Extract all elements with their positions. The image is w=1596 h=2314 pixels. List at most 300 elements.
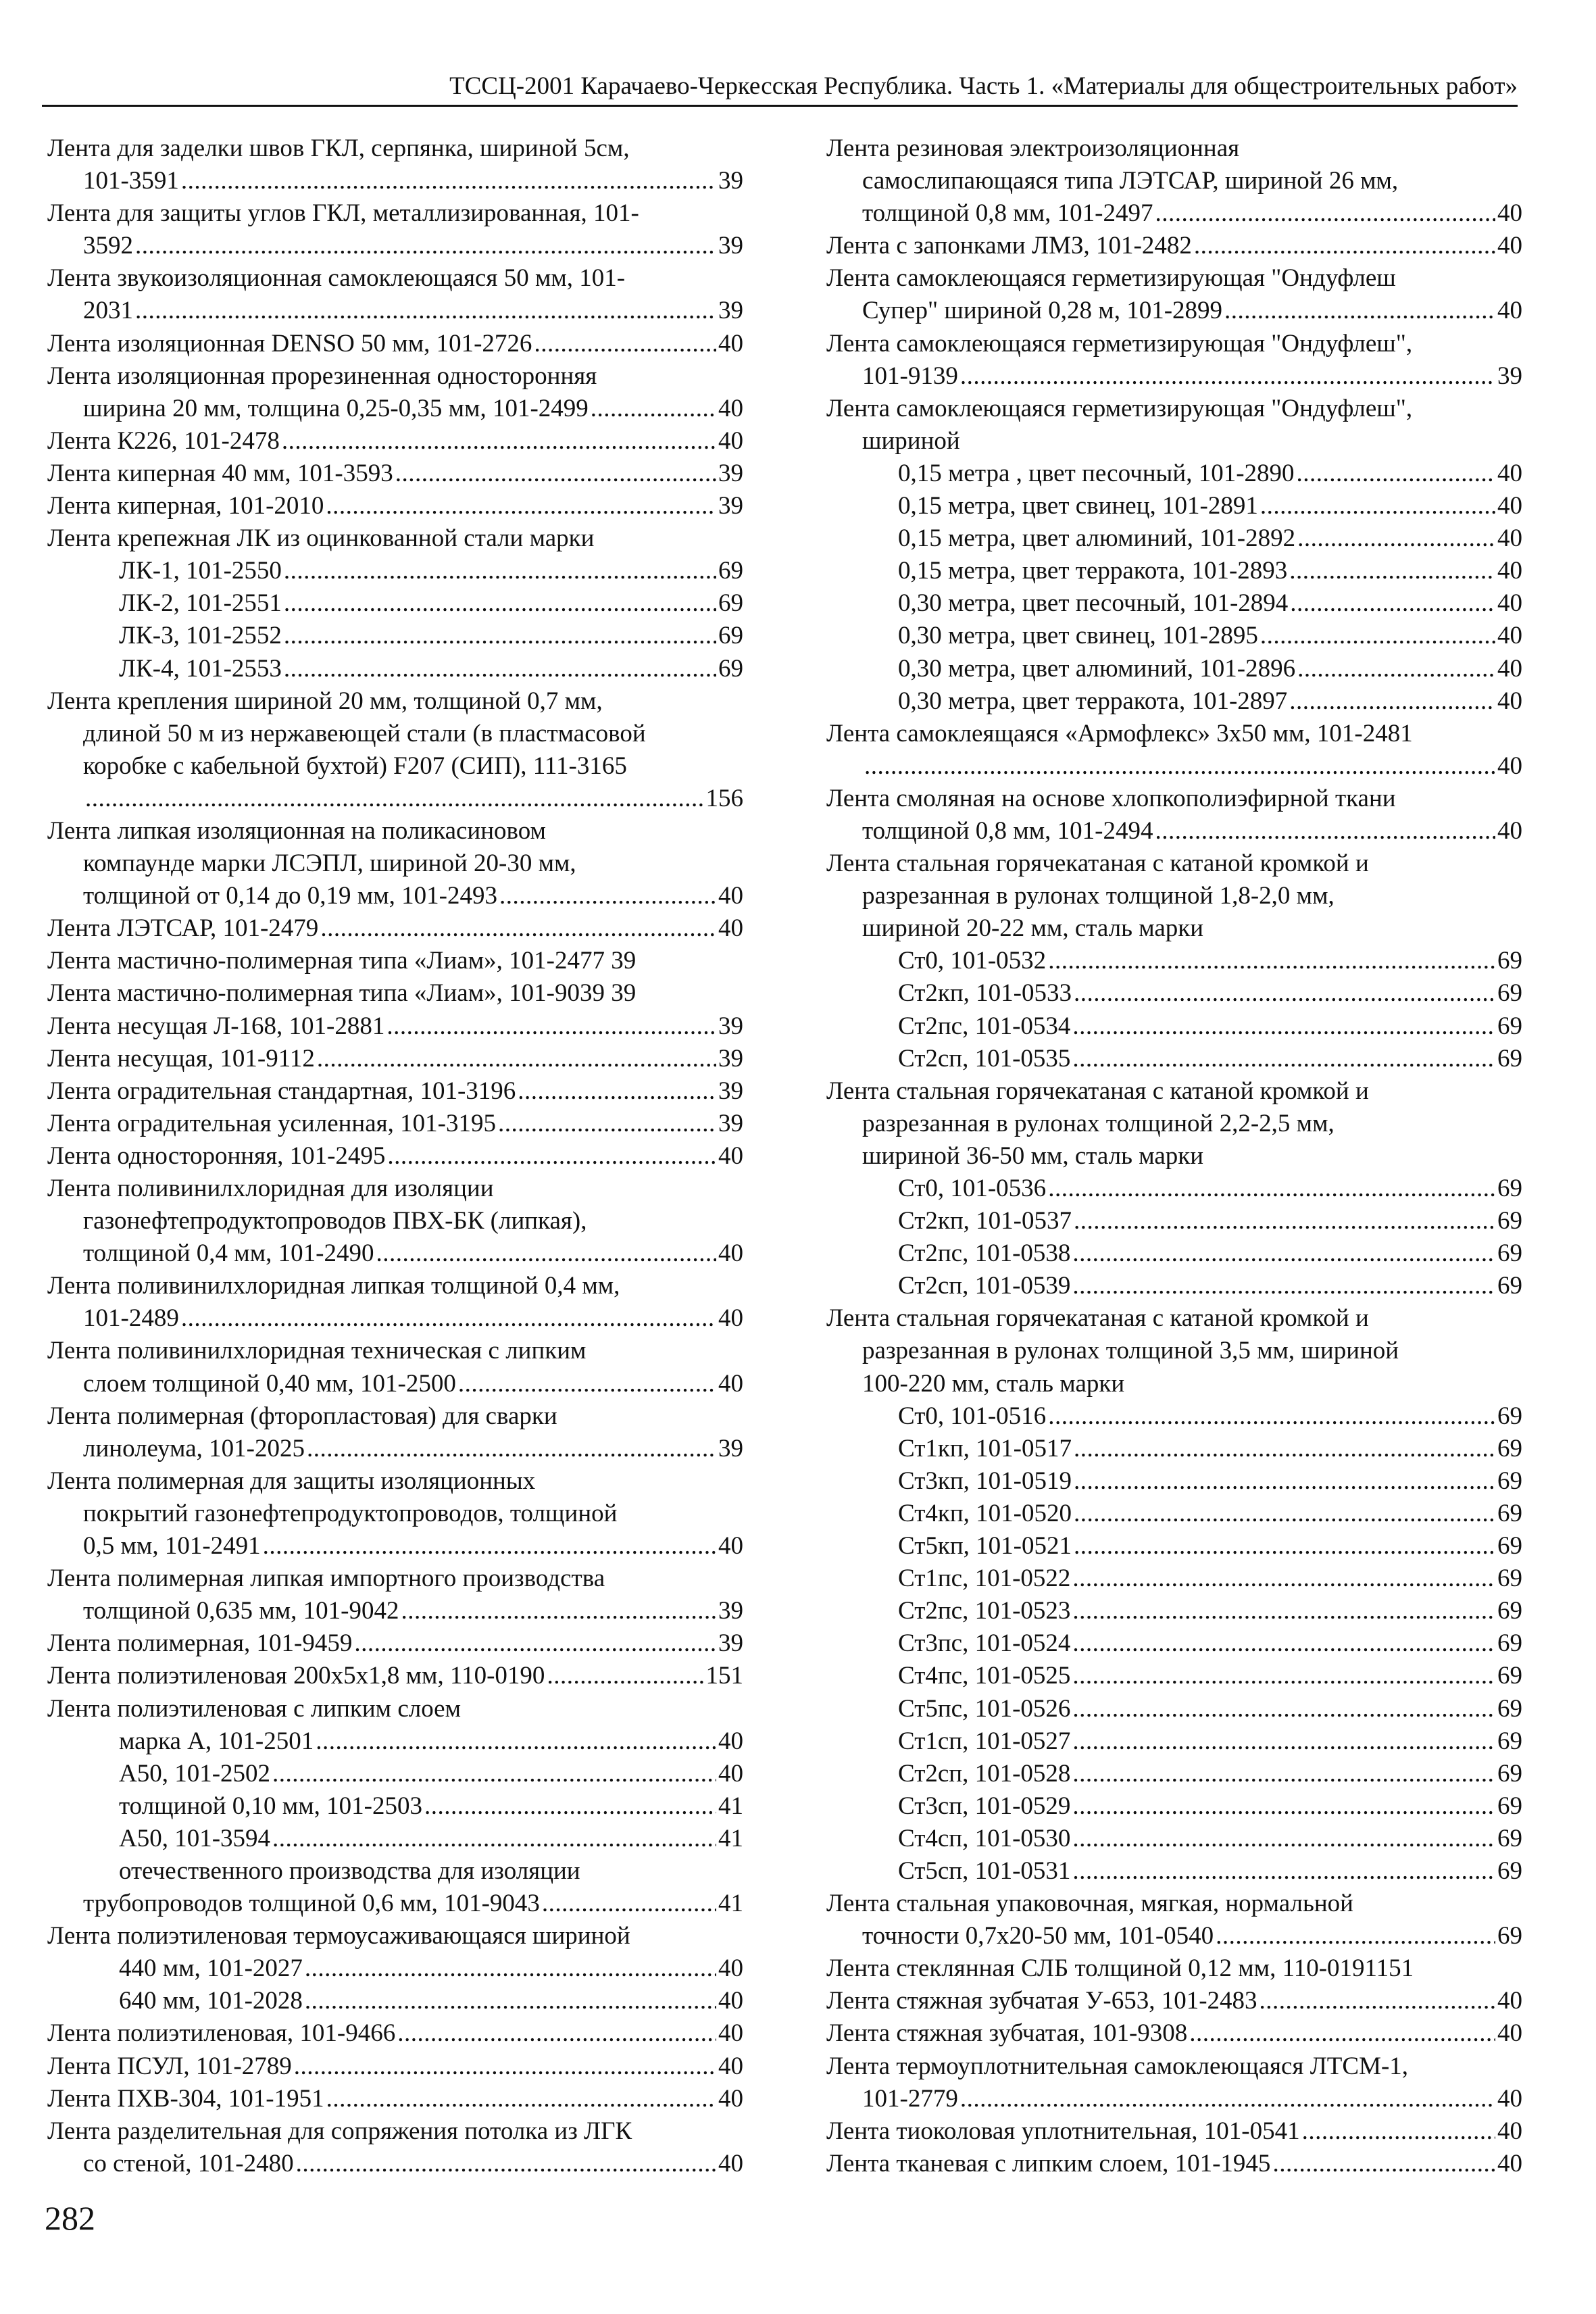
index-entry-line bbox=[826, 197, 1522, 230]
index-entry-line bbox=[826, 1205, 1522, 1237]
index-entry-line bbox=[47, 1855, 743, 1888]
entry-text: ширина 20 мм, толщина 0,25-0,35 мм, 101-2499 bbox=[83, 394, 589, 422]
index-entry-line bbox=[826, 165, 1522, 197]
page-reference: 40 bbox=[1497, 459, 1522, 487]
entry-text: Лента самоклеющаяся герметизирующая "Ондуфлеш", bbox=[826, 394, 1413, 422]
index-entry-line bbox=[826, 1595, 1522, 1627]
entry-text: разрезанная в рулонах толщиной 2,2-2,5 мм, bbox=[862, 1109, 1335, 1137]
page-reference: 40 bbox=[1497, 232, 1522, 260]
page-reference: 151 bbox=[705, 1662, 743, 1690]
entry-text: Ст3кп, 101-0519 bbox=[898, 1467, 1072, 1495]
entry-text: разрезанная в рулонах толщиной 3,5 мм, шириной bbox=[862, 1337, 1399, 1365]
page-reference: 69 bbox=[718, 557, 743, 585]
page-reference: 69 bbox=[1497, 1239, 1522, 1268]
index-entry-line bbox=[47, 1075, 743, 1108]
page-reference: 40 bbox=[718, 882, 743, 910]
dot-leader bbox=[424, 1790, 716, 1823]
entry-text: 0,15 метра, цвет алюминий, 101-2892 bbox=[898, 524, 1296, 553]
page-reference: 69 bbox=[1497, 1824, 1522, 1852]
page-reference: 40 bbox=[718, 426, 743, 455]
index-entry-line bbox=[47, 1140, 743, 1173]
index-entry-line bbox=[826, 1920, 1522, 1952]
page-reference: 69 bbox=[1497, 1629, 1522, 1658]
index-entry-line bbox=[47, 1952, 743, 1985]
index-entry-line bbox=[47, 1433, 743, 1465]
page-reference: 40 bbox=[718, 1954, 743, 1983]
entry-text: 440 мм, 101-2027 bbox=[119, 1954, 303, 1983]
entry-text: Ст1пс, 101-0522 bbox=[898, 1565, 1071, 1593]
entry-text: Лента стяжная зубчатая У-653, 101-2483 bbox=[826, 1987, 1257, 2015]
index-entry-line bbox=[47, 1660, 743, 1692]
entry-text: Ст1кп, 101-0517 bbox=[898, 1434, 1072, 1462]
index-entry-line bbox=[826, 880, 1522, 912]
page-reference: 69 bbox=[1497, 1272, 1522, 1300]
dot-leader bbox=[1074, 1498, 1495, 1530]
index-entry-line bbox=[826, 1270, 1522, 1302]
index-entry-line bbox=[47, 1562, 743, 1595]
entry-text: Лента стяжная зубчатая, 101-9308 bbox=[826, 2019, 1188, 2048]
entry-text: Лента крепежная ЛК из оцинкованной стали марки bbox=[47, 524, 595, 553]
entry-text: шириной bbox=[862, 426, 960, 455]
dot-leader bbox=[284, 620, 716, 652]
index-entry-line bbox=[47, 1498, 743, 1530]
dot-leader bbox=[284, 555, 716, 587]
index-entry-line bbox=[47, 685, 743, 718]
index-entry-line bbox=[826, 750, 1522, 783]
page-reference: 40 bbox=[718, 1727, 743, 1755]
index-entry-line bbox=[47, 912, 743, 945]
dot-leader bbox=[1072, 1562, 1495, 1595]
index-entry-line bbox=[47, 458, 743, 490]
index-entry-line bbox=[826, 425, 1522, 458]
entry-text: 2031 bbox=[83, 297, 133, 325]
index-entry-line bbox=[47, 1205, 743, 1237]
dot-leader bbox=[1074, 1530, 1495, 1562]
page-reference: 156 bbox=[705, 784, 743, 812]
entry-text: Ст2сп, 101-0535 bbox=[898, 1044, 1071, 1073]
entry-text: Ст2пс, 101-0538 bbox=[898, 1239, 1071, 1268]
entry-text: 640 мм, 101-2028 bbox=[119, 1987, 303, 2015]
entry-text: 0,15 метра , цвет песочный, 101-2890 bbox=[898, 459, 1295, 487]
index-entry-line bbox=[47, 653, 743, 685]
dot-leader bbox=[1072, 1627, 1495, 1660]
entry-text: Лента полиэтиленовая, 101-9466 bbox=[47, 2019, 396, 2048]
index-entry-line bbox=[47, 1823, 743, 1855]
index-entry-line bbox=[826, 912, 1522, 945]
entry-text: Лента поливинилхлоридная техническая с липким bbox=[47, 1337, 587, 1365]
index-entry-line bbox=[47, 2148, 743, 2180]
entry-text: Ст0, 101-0532 bbox=[898, 947, 1047, 975]
entry-text: Ст4пс, 101-0525 bbox=[898, 1662, 1071, 1690]
index-entry-line bbox=[47, 165, 743, 197]
index-entry-line bbox=[826, 1888, 1522, 1920]
index-entry-line bbox=[826, 1562, 1522, 1595]
page-reference: 69 bbox=[1497, 1175, 1522, 1202]
page-reference: 39 bbox=[718, 297, 743, 325]
page-reference: 69 bbox=[718, 622, 743, 650]
entry-text: Лента стеклянная СЛБ толщиной 0,12 мм, 110-0191151 bbox=[826, 1954, 1414, 1983]
dot-leader bbox=[1072, 1823, 1495, 1855]
entry-text: Ст5пс, 101-0526 bbox=[898, 1694, 1071, 1723]
page-reference: 40 bbox=[1497, 654, 1522, 683]
index-entry-line bbox=[47, 587, 743, 620]
entry-text: Ст2кп, 101-0533 bbox=[898, 979, 1072, 1008]
dot-leader bbox=[498, 1108, 716, 1140]
page-reference: 40 bbox=[718, 1304, 743, 1333]
index-entry-line bbox=[47, 1758, 743, 1790]
page-reference: 40 bbox=[1497, 2019, 1522, 2048]
page-reference: 40 bbox=[718, 1987, 743, 2015]
page-reference: 69 bbox=[1497, 1759, 1522, 1788]
index-entry-line bbox=[47, 2083, 743, 2115]
index-entry-line bbox=[826, 328, 1522, 360]
page-reference: 40 bbox=[718, 1532, 743, 1560]
entry-text: Лента резиновая электроизоляционная bbox=[826, 134, 1240, 162]
index-entry-line bbox=[47, 1335, 743, 1367]
entry-text: ЛК-4, 101-2553 bbox=[119, 654, 282, 683]
index-entry-line bbox=[826, 1790, 1522, 1823]
index-entry-line bbox=[47, 522, 743, 555]
dot-leader bbox=[1074, 977, 1495, 1010]
entry-text: разрезанная в рулонах толщиной 1,8-2,0 мм, bbox=[862, 882, 1335, 910]
entry-text: трубопроводов толщиной 0,6 мм, 101-9043 bbox=[83, 1890, 540, 1918]
entry-text: Лента поливинилхлоридная липкая толщиной 0,4 мм, bbox=[47, 1272, 620, 1300]
entry-text: слоем толщиной 0,40 мм, 101-2500 bbox=[83, 1369, 456, 1398]
dot-leader bbox=[263, 1530, 716, 1562]
page-reference: 40 bbox=[1497, 524, 1522, 553]
index-entry-line bbox=[826, 620, 1522, 652]
dot-leader bbox=[534, 328, 716, 360]
page-reference: 69 bbox=[1497, 1694, 1522, 1723]
dot-leader bbox=[397, 2017, 716, 2050]
index-entry-line bbox=[47, 197, 743, 230]
entry-text: Лента звукоизоляционная самоклеющаяся 50 мм, 101- bbox=[47, 264, 626, 293]
index-entry-line bbox=[47, 1043, 743, 1075]
dot-leader bbox=[307, 1433, 716, 1465]
entry-text: Лента полимерная (фторопластовая) для сварки bbox=[47, 1402, 557, 1430]
entry-text: Лента мастично-полимерная типа «Лиам», 101-2477 39 bbox=[47, 947, 637, 975]
index-entry-line bbox=[47, 1400, 743, 1433]
index-entry-line bbox=[47, 1627, 743, 1660]
index-entry-line bbox=[47, 977, 743, 1010]
entry-text: 0,15 метра, цвет терракота, 101-2893 bbox=[898, 557, 1288, 585]
index-entry-line bbox=[826, 1173, 1522, 1205]
index-entry-line bbox=[826, 1043, 1522, 1075]
index-entry-line bbox=[826, 1140, 1522, 1173]
dot-leader bbox=[1072, 1010, 1495, 1043]
page-reference: 69 bbox=[1497, 1012, 1522, 1040]
dot-leader bbox=[1289, 555, 1495, 587]
entry-text: 101-3591 bbox=[83, 167, 179, 195]
entry-text: Лента стальная упаковочная, мягкая, нормальной bbox=[826, 1890, 1353, 1918]
index-entry-line bbox=[826, 1302, 1522, 1335]
page-reference: 41 bbox=[718, 1890, 743, 1918]
entry-text: толщиной от 0,14 до 0,19 мм, 101-2493 bbox=[83, 882, 497, 910]
entry-text: Лента мастично-полимерная типа «Лиам», 101-9039 39 bbox=[47, 979, 637, 1008]
dot-leader bbox=[1048, 1173, 1495, 1205]
entry-text: Ст0, 101-0536 bbox=[898, 1175, 1047, 1202]
index-entry-line bbox=[826, 977, 1522, 1010]
page-reference: 40 bbox=[718, 2149, 743, 2177]
index-entry-line bbox=[826, 1400, 1522, 1433]
entry-text: 0,30 метра, цвет терракота, 101-2897 bbox=[898, 687, 1288, 715]
index-entry-line bbox=[826, 1627, 1522, 1660]
entry-text: Лента изоляционная прорезиненная односторонняя bbox=[47, 362, 597, 390]
dot-leader bbox=[135, 295, 716, 327]
dot-leader bbox=[272, 1823, 716, 1855]
entry-text: Лента липкая изоляционная на поликасиновом bbox=[47, 816, 546, 845]
dot-leader bbox=[181, 1302, 716, 1335]
dot-leader bbox=[1297, 653, 1495, 685]
dot-leader bbox=[1048, 945, 1495, 977]
entry-text: газонефтепродуктопроводов ПВХ-БК (липкая), bbox=[83, 1207, 587, 1235]
index-entry-line bbox=[826, 230, 1522, 262]
dot-leader bbox=[1260, 490, 1495, 522]
page-reference: 40 bbox=[1497, 199, 1522, 228]
running-header: ТССЦ-2001 Карачаево-Черкесская Республика. Часть 1. «Материалы для общестроительных работ» bbox=[449, 72, 1518, 100]
page-reference: 39 bbox=[718, 167, 743, 195]
entry-text: Ст4сп, 101-0530 bbox=[898, 1824, 1071, 1852]
entry-text: Лента для заделки швов ГКЛ, серпянка, шириной 5см, bbox=[47, 134, 630, 162]
index-entry-line bbox=[826, 1985, 1522, 2017]
dot-leader bbox=[458, 1368, 716, 1400]
entry-text: Супер" шириной 0,28 м, 101-2899 bbox=[862, 297, 1223, 325]
index-entry-line bbox=[47, 1237, 743, 1270]
dot-leader bbox=[1272, 2148, 1495, 2180]
page-reference: 39 bbox=[718, 232, 743, 260]
entry-text: Лента стальная горячекатаная с катаной кромкой и bbox=[826, 850, 1369, 878]
entry-text: покрытий газонефтепродуктопроводов, толщиной bbox=[83, 1499, 618, 1527]
entry-text: Ст0, 101-0516 bbox=[898, 1402, 1047, 1430]
dot-leader bbox=[305, 1985, 716, 2017]
entry-text: Лента киперная, 101-2010 bbox=[47, 492, 324, 520]
dot-leader bbox=[1290, 587, 1495, 620]
dot-leader bbox=[305, 1952, 716, 1985]
index-entry-line bbox=[826, 815, 1522, 847]
dot-leader bbox=[499, 880, 716, 912]
entry-text: шириной 36-50 мм, сталь марки bbox=[862, 1141, 1204, 1170]
index-entry-line bbox=[826, 132, 1522, 165]
page-reference: 40 bbox=[718, 1759, 743, 1788]
entry-text: 0,15 метра, цвет свинец, 101-2891 bbox=[898, 492, 1258, 520]
entry-text: Ст2пс, 101-0523 bbox=[898, 1597, 1071, 1625]
page-reference: 39 bbox=[718, 1434, 743, 1462]
index-entry-line bbox=[47, 1270, 743, 1302]
index-entry-line bbox=[826, 2050, 1522, 2083]
entry-text: Лента стальная горячекатаная с катаной кромкой и bbox=[826, 1077, 1369, 1105]
index-entry-line bbox=[47, 750, 743, 783]
entry-text: Лента крепления шириной 20 мм, толщиной 0,7 мм, bbox=[47, 687, 603, 715]
dot-leader bbox=[1216, 1920, 1495, 1952]
index-entry-line bbox=[826, 522, 1522, 555]
entry-text: 0,5 мм, 101-2491 bbox=[83, 1532, 261, 1560]
entry-text: компаунде марки ЛСЭПЛ, шириной 20-30 мм, bbox=[83, 850, 576, 878]
entry-text: 0,30 метра, цвет свинец, 101-2895 bbox=[898, 622, 1258, 650]
entry-text: толщиной 0,635 мм, 101-9042 bbox=[83, 1597, 399, 1625]
page-reference: 39 bbox=[718, 1629, 743, 1658]
page-reference: 69 bbox=[1497, 1499, 1522, 1527]
page-reference: 39 bbox=[718, 492, 743, 520]
entry-text: толщиной 0,8 мм, 101-2494 bbox=[862, 816, 1153, 845]
index-entry-line bbox=[826, 1075, 1522, 1108]
page-reference: 40 bbox=[1497, 557, 1522, 585]
page-reference: 39 bbox=[1497, 362, 1522, 390]
page-reference: 69 bbox=[1497, 1565, 1522, 1593]
entry-text: ЛК-1, 101-2550 bbox=[119, 557, 282, 585]
dot-leader bbox=[1260, 1985, 1495, 2017]
dot-leader bbox=[294, 2050, 716, 2083]
dot-leader bbox=[1072, 1237, 1495, 1270]
dot-leader bbox=[960, 2083, 1495, 2115]
page-reference: 39 bbox=[718, 459, 743, 487]
dot-leader bbox=[401, 1595, 716, 1627]
dot-leader bbox=[864, 750, 1495, 783]
entry-text: Лента ПСУЛ, 101-2789 bbox=[47, 2052, 292, 2080]
index-entry-line bbox=[826, 1498, 1522, 1530]
page-reference: 69 bbox=[1497, 1727, 1522, 1755]
entry-text: 101-2489 bbox=[83, 1304, 179, 1333]
index-entry-line bbox=[826, 1010, 1522, 1043]
index-column-left bbox=[47, 132, 743, 2180]
page-reference: 69 bbox=[1497, 947, 1522, 975]
index-entry-line bbox=[47, 490, 743, 522]
page-reference: 69 bbox=[1497, 1207, 1522, 1235]
index-entry-line bbox=[826, 2017, 1522, 2050]
entry-text: толщиной 0,4 мм, 101-2490 bbox=[83, 1239, 374, 1268]
index-entry-line bbox=[47, 880, 743, 912]
entry-text: Лента изоляционная DENSO 50 мм, 101-2726 bbox=[47, 329, 532, 358]
index-entry-line bbox=[47, 2115, 743, 2148]
index-entry-line bbox=[826, 1855, 1522, 1888]
index-entry-line bbox=[47, 328, 743, 360]
entry-text: Лента полимерная, 101-9459 bbox=[47, 1629, 353, 1658]
entry-text: Лента полиэтиленовая термоусаживающаяся шириной bbox=[47, 1922, 630, 1950]
index-entry-line bbox=[826, 1368, 1522, 1400]
index-entry-line bbox=[826, 1758, 1522, 1790]
dot-leader bbox=[376, 1237, 716, 1270]
index-entry-line bbox=[47, 1790, 743, 1823]
index-entry-line bbox=[47, 783, 743, 815]
page-reference: 40 bbox=[1497, 589, 1522, 618]
index-entry-line bbox=[826, 2148, 1522, 2180]
entry-text: коробке с кабельной бухтой) F207 (СИП), 111-3165 bbox=[83, 752, 627, 780]
dot-leader bbox=[85, 783, 704, 815]
page-reference: 40 bbox=[1497, 816, 1522, 845]
index-entry-line bbox=[826, 555, 1522, 587]
index-entry-line bbox=[47, 620, 743, 652]
index-entry-line bbox=[826, 360, 1522, 393]
dot-leader bbox=[387, 1140, 716, 1173]
index-entry-line bbox=[47, 393, 743, 425]
page-reference: 69 bbox=[718, 654, 743, 683]
dot-leader bbox=[1155, 815, 1495, 847]
entry-text: Лента самоклеящаяся «Армофлекс» 3х50 мм, 101-2481 bbox=[826, 719, 1413, 747]
index-entry-line bbox=[47, 230, 743, 262]
index-entry-line bbox=[47, 1888, 743, 1920]
entry-text: 3592 bbox=[83, 232, 133, 260]
page-reference: 40 bbox=[718, 1369, 743, 1398]
index-entry-line bbox=[47, 1010, 743, 1043]
dot-leader bbox=[135, 230, 716, 262]
entry-text: толщиной 0,8 мм, 101-2497 bbox=[862, 199, 1153, 228]
dot-leader bbox=[284, 587, 716, 620]
dot-leader bbox=[326, 490, 716, 522]
page-reference: 69 bbox=[1497, 1044, 1522, 1073]
page-reference: 41 bbox=[718, 1824, 743, 1852]
entry-text: ЛК-3, 101-2552 bbox=[119, 622, 282, 650]
index-entry-line bbox=[826, 2115, 1522, 2148]
entry-text: марка А, 101-2501 bbox=[119, 1727, 314, 1755]
entry-text: А50, 101-3594 bbox=[119, 1824, 271, 1852]
page-reference: 39 bbox=[718, 1109, 743, 1137]
index-entry-line bbox=[826, 1660, 1522, 1692]
index-entry-line bbox=[826, 262, 1522, 295]
page-reference: 39 bbox=[718, 1044, 743, 1073]
index-entry-line bbox=[826, 393, 1522, 425]
entry-text: Лента самоклеющаяся герметизирующая "Ондуфлеш", bbox=[826, 329, 1413, 358]
index-entry-line bbox=[826, 1335, 1522, 1367]
entry-text: точности 0,7х20-50 мм, 101-0540 bbox=[862, 1922, 1214, 1950]
index-entry-line bbox=[826, 1693, 1522, 1725]
entry-text: 0,30 метра, цвет песочный, 101-2894 bbox=[898, 589, 1289, 618]
entry-text: Лента тиоколовая уплотнительная, 101-0541 bbox=[826, 2117, 1300, 2145]
dot-leader bbox=[1297, 458, 1495, 490]
index-column-right bbox=[826, 132, 1522, 2180]
page-reference: 69 bbox=[1497, 1402, 1522, 1430]
dot-leader bbox=[1072, 1725, 1495, 1758]
index-entry-line bbox=[826, 1823, 1522, 1855]
entry-text: Лента самоклеющаяся герметизирующая "Ондуфлеш bbox=[826, 264, 1396, 293]
index-entry-line bbox=[826, 653, 1522, 685]
index-entry-line bbox=[826, 783, 1522, 815]
index-entry-line bbox=[826, 945, 1522, 977]
index-entry-line bbox=[826, 847, 1522, 880]
dot-leader bbox=[1072, 1790, 1495, 1823]
page-reference: 39 bbox=[718, 1077, 743, 1105]
entry-text: Лента полиэтиленовая 200х5х1,8 мм, 110-0190 bbox=[47, 1662, 545, 1690]
header-rule bbox=[42, 105, 1518, 107]
index-entry-line bbox=[826, 718, 1522, 750]
dot-leader bbox=[272, 1758, 716, 1790]
index-entry-line bbox=[47, 1465, 743, 1498]
dot-leader bbox=[1260, 620, 1495, 652]
dot-leader bbox=[1297, 522, 1495, 555]
page-reference: 40 bbox=[718, 2019, 743, 2048]
page-reference: 40 bbox=[1497, 1987, 1522, 2015]
index-entry-line bbox=[826, 587, 1522, 620]
entry-text: Лента ЛЭТСАР, 101-2479 bbox=[47, 914, 319, 943]
entry-text: 100-220 мм, сталь марки bbox=[862, 1369, 1125, 1398]
index-entry-line bbox=[826, 1952, 1522, 1985]
dot-leader bbox=[316, 1725, 716, 1758]
entry-text: Лента киперная 40 мм, 101-3593 bbox=[47, 459, 393, 487]
page-reference: 69 bbox=[1497, 979, 1522, 1008]
page-reference: 40 bbox=[1497, 2117, 1522, 2145]
dot-leader bbox=[518, 1075, 716, 1108]
entry-text: Ст4кп, 101-0520 bbox=[898, 1499, 1072, 1527]
entry-text: Лента с запонками ЛМЗ, 101-2482 bbox=[826, 232, 1192, 260]
index-entry-line bbox=[47, 2050, 743, 2083]
page-reference: 40 bbox=[1497, 492, 1522, 520]
dot-leader bbox=[591, 393, 716, 425]
dot-leader bbox=[326, 2083, 716, 2115]
page-reference: 69 bbox=[1497, 1856, 1522, 1885]
page-reference: 40 bbox=[718, 2052, 743, 2080]
entry-text: длиной 50 м из нержавеющей стали (в пластмасовой bbox=[83, 719, 646, 747]
index-entry-line bbox=[826, 1530, 1522, 1562]
dot-leader bbox=[284, 653, 716, 685]
entry-text: Ст5сп, 101-0531 bbox=[898, 1856, 1071, 1885]
